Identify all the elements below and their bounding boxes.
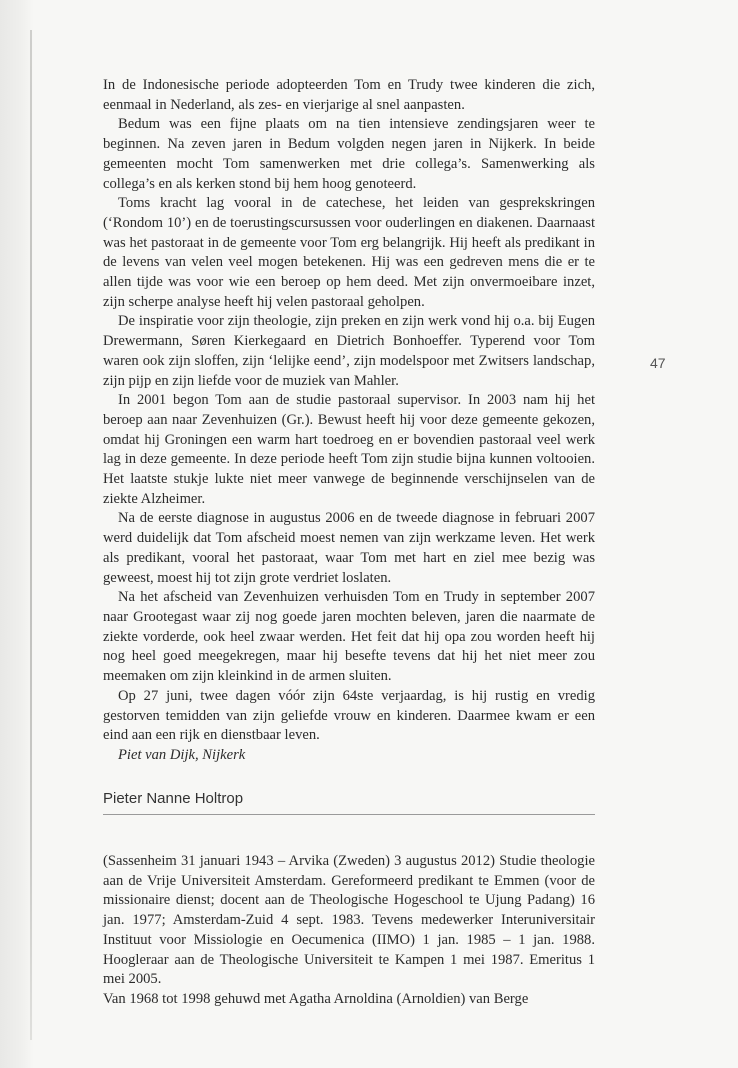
body-paragraph: Op 27 juni, twee dagen vóór zijn 64ste verjaardag, is hij rustig en vredig gestorven temidden van zijn geliefde vrouw en kinderen. Daarmee kwam er een eind aan een rijk en dienstbaar leven. xyxy=(103,687,595,744)
body-paragraph: Bedum was een fijne plaats om na tien intensieve zendingsjaren weer te beginnen. Na zeven jaren in Bedum volgden negen jaren in Nijkerk. In beide gemeenten mocht Tom samenwerken met drie collega’s. Samenwerking als collega’s en als kerken stond bij hem hoog genoteerd. xyxy=(103,116,595,192)
author-signature: Piet van Dijk, Nijkerk xyxy=(118,746,246,763)
section-divider xyxy=(103,814,595,815)
bio-paragraph: Van 1968 tot 1998 gehuwd met Agatha Arnoldina (Arnoldien) van Berge xyxy=(103,990,529,1007)
bio-paragraph: (Sassenheim 31 januari 1943 – Arvika (Zweden) 3 augustus 2012) Studie theologie aan de Vrije Universiteit Amsterdam. Gereformeerd predikant te Emmen (voor de missionaire dienst; docent aan de Theologische Hogeschool te Ujung Padang) 16 jan. 1977; Amsterdam-Zuid 4 sept. 1983. Tevens medewerker Interuniversitair Instituut voor Missiologie en Oecumenica (IIMO) 1 jan. 1985 – 1 jan. 1988. Hoogleraar aan de Theologische Universiteit te Kampen 1 mei 1987. Emeritus 1 mei 2005. xyxy=(103,853,595,988)
obituary-text-column xyxy=(103,76,595,766)
body-paragraph: In 2001 begon Tom aan de studie pastoraal supervisor. In 2003 nam hij het beroep aan naar Zevenhuizen (Gr.). Bewust heeft hij voor deze gemeente gekozen, omdat hij Groningen een warm hart toedroeg en er bovendien pastoraal veel werk lag in deze gemeente. In deze periode heeft Tom zijn studie bijna kunnen voltooien. Het laatste stukje lukte niet meer vanwege de beginnende verschijnselen van de ziekte Alzheimer. xyxy=(103,392,595,507)
book-spine-edge xyxy=(30,30,32,1040)
section-heading: Pieter Nanne Holtrop xyxy=(103,790,244,807)
body-paragraph: Toms kracht lag vooral in de catechese, het leiden van gesprekskringen (‘Rondom 10’) en de toerustingscursussen voor ouderlingen en diakenen. Daarnaast was het pastoraat in de gemeente voor Tom erg belangrijk. Hij heeft als predikant in de levens van velen veel mogen betekenen. Hij was een gedreven mens die er te allen tijde was voor wie een beroep op hem deed. Met zijn onvermoeibare inzet, zijn scherpe analyse heeft hij velen pastoraal geholpen. xyxy=(103,195,595,310)
biography-block xyxy=(103,852,595,1010)
page-number: 47 xyxy=(650,355,666,371)
page-gutter-shadow xyxy=(0,0,34,1068)
body-paragraph: Na het afscheid van Zevenhuizen verhuisden Tom en Trudy in september 2007 naar Grootegast waar zij nog goede jaren mochten beleven, jaren die naarmate de ziekte vorderde, ook heel zwaar werden. Het feit dat hij opa zou worden heeft hij nog heel goed meegekregen, maar hij besefte tevens dat hij het niet meer zou meemaken om zijn kleinkind in de armen sluiten. xyxy=(103,589,595,685)
body-paragraph: In de Indonesische periode adopteerden Tom en Trudy twee kinderen die zich, eenmaal in Nederland, als zes- en vierjarige al snel aanpasten. xyxy=(103,77,595,113)
body-paragraph: De inspiratie voor zijn theologie, zijn preken en zijn werk vond hij o.a. bij Eugen Drewermann, Søren Kierkegaard en Dietrich Bonhoeffer. Typerend voor Tom waren ook zijn sloffen, zijn ‘lelijke eend’, zijn modelspoor met Zwitsers landschap, zijn pijp en zijn liefde voor de muziek van Mahler. xyxy=(103,313,595,389)
body-paragraph: Na de eerste diagnose in augustus 2006 en de tweede diagnose in februari 2007 werd duidelijk dat Tom afscheid moest nemen van zijn werkzame leven. Het werk als predikant, vooral het pastoraat, waar Tom met hart en ziel mee bezig was geweest, moest hij tot zijn grote verdriet loslaten. xyxy=(103,510,595,586)
